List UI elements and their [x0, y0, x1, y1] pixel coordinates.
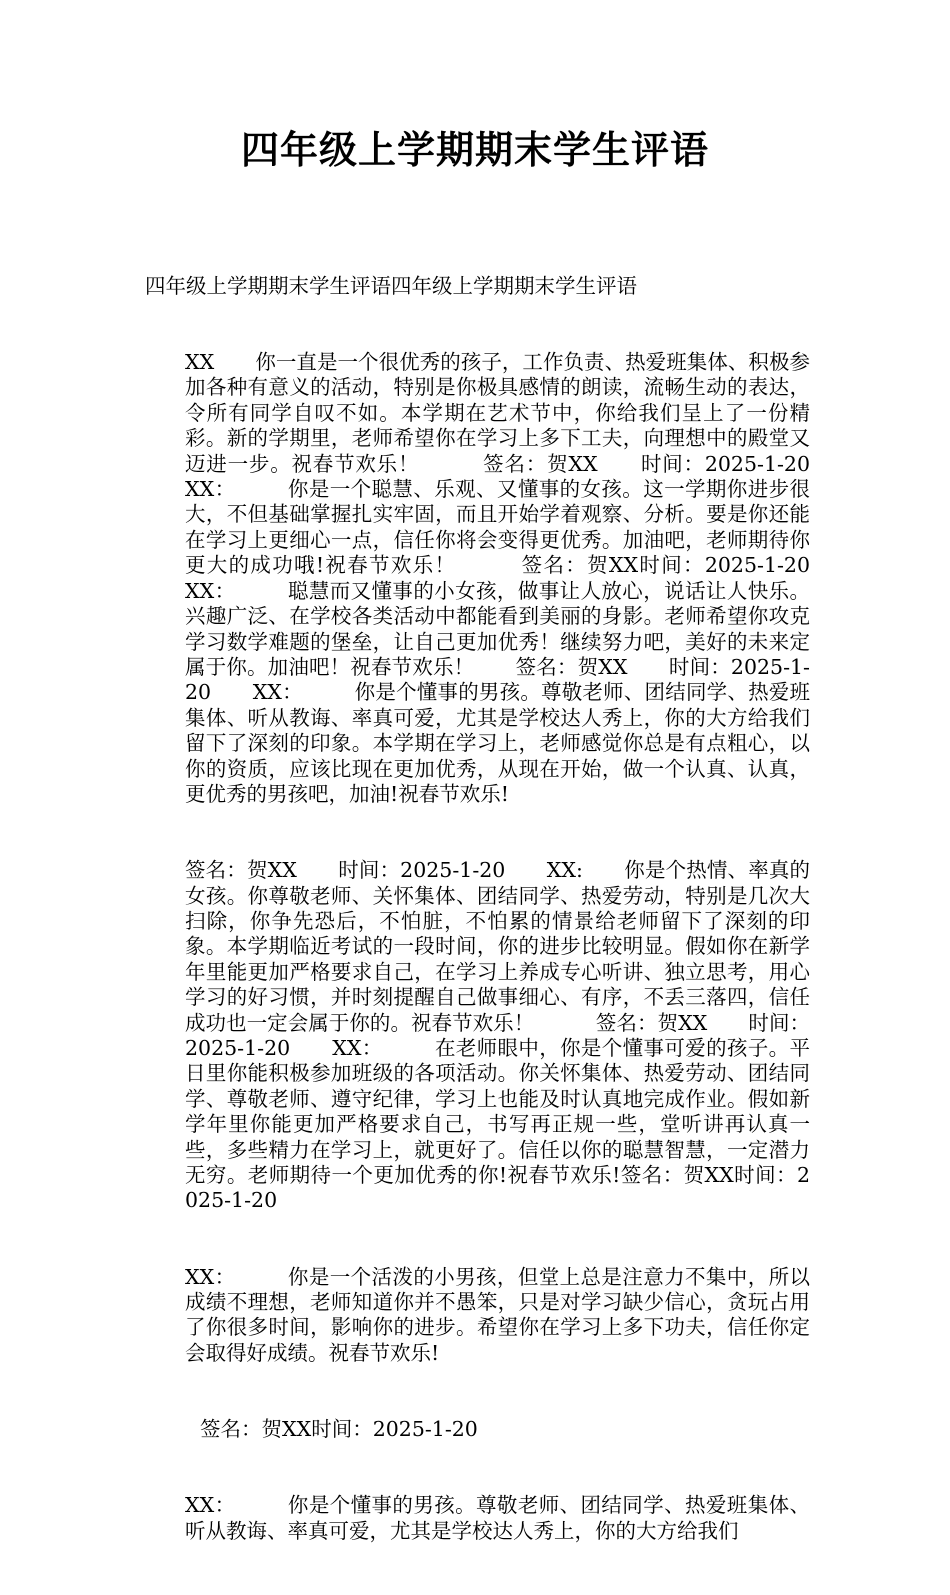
signature-line: 签名：贺XX时间：2025-1-20: [200, 1417, 478, 1442]
comment-paragraph-3: XX： 你是一个活泼的小男孩，但堂上总是注意力不集中，所以成绩不理想，老师知道你并不愚笨，只是对学习缺少信心，贪玩占用了你很多时间，影响你的进步。希望你在学习上多下功夫，信任你定会取得好成绩。祝春节欢乐!: [185, 1264, 810, 1365]
document-body: [145, 223, 851, 1595]
comment-paragraph-1: XX 你一直是一个很优秀的孩子，工作负责、热爱班集体、积极参加各种有意义的活动，特别是你极具感情的朗读，流畅生动的表达，令所有同学自叹不如。本学期在艺术节中，你给我们呈上了一份精彩。新的学期里，老师希望你在学习上多下工夫，向理想中的殿堂又迈进一步。祝春节欢乐！ 签名：贺XX 时间：2025-1-20 XX： 你是一个聪慧、乐观、又懂事的女孩。这一学期你进步很大，不但基础掌握扎实牢固，而且开始学着观察、分析。要是你还能在学习上更细心一点，信任你将会变得更优秀。加油吧，老师期待你更大的成功哦!祝春节欢乐！ 签名：贺XX时间：2025-1-20 XX： 聪慧而又懂事的小女孩，做事让人放心，说话让人快乐。兴趣广泛、在学校各类活动中都能看到美丽的身影。老师希望你攻克学习数学难题的堡垒，让自己更加优秀！继续努力吧，美好的未来定属于你。加油吧！祝春节欢乐！ 签名：贺XX 时间：2025-1-20 XX： 你是个懂事的男孩。尊敬老师、团结同学、热爱班集体、听从教诲、率真可爱，尤其是学校达人秀上，你的大方给我们留下了深刻的印象。本学期在学习上，老师感觉你总是有点粗心，以你的资质，应该比现在更加优秀，从现在开始，做一个认真、认真，更优秀的男孩吧，加油!祝春节欢乐!: [185, 350, 851, 806]
comment-paragraph-2: 签名：贺XX 时间：2025-1-20 XX: 你是个热情、率真的女孩。你尊敬老师、关怀集体、团结同学、热爱劳动，特别是几次大扫除，你争先恐后，不怕脏，不怕累的情景给老师留下了深刻的印象。本学期临近考试的一段时间，你的进步比较明显。假如你在新学年里能更加严格要求自己，在学习上养成专心听讲、独立思考，用心学习的好习惯，并时刻提醒自己做事细心、有序，不丢三落四，信任成功也一定会属于你的。祝春节欢乐！ 签名：贺XX 时间：2025-1-20 XX： 在老师眼中，你是个懂事可爱的孩子。平日里你能积极参加班级的各项活动。你关怀集体、热爱劳动、团结同学、尊敬老师、遵守纪律，学习上也能及时认真地完成作业。假如新学年里你能更加严格要求自己，书写再正规一些，堂听讲再认真一些，多些精力在学习上，就更好了。信任以你的聪慧智慧，一定潜力无穷。老师期待一个更加优秀的你!祝春节欢乐!签名：贺XX时间：2025-1-20: [185, 858, 810, 1213]
intro-heading-paragraph: 四年级上学期期末学生评语四年级上学期期末学生评语: [145, 273, 637, 298]
comment-paragraph-4: XX： 你是个懂事的男孩。尊敬老师、团结同学、热爱班集体、听从教诲、率真可爱，尤其是学校达人秀上，你的大方给我们: [185, 1493, 810, 1543]
document-title: 四年级上学期期末学生评语: [240, 128, 709, 172]
